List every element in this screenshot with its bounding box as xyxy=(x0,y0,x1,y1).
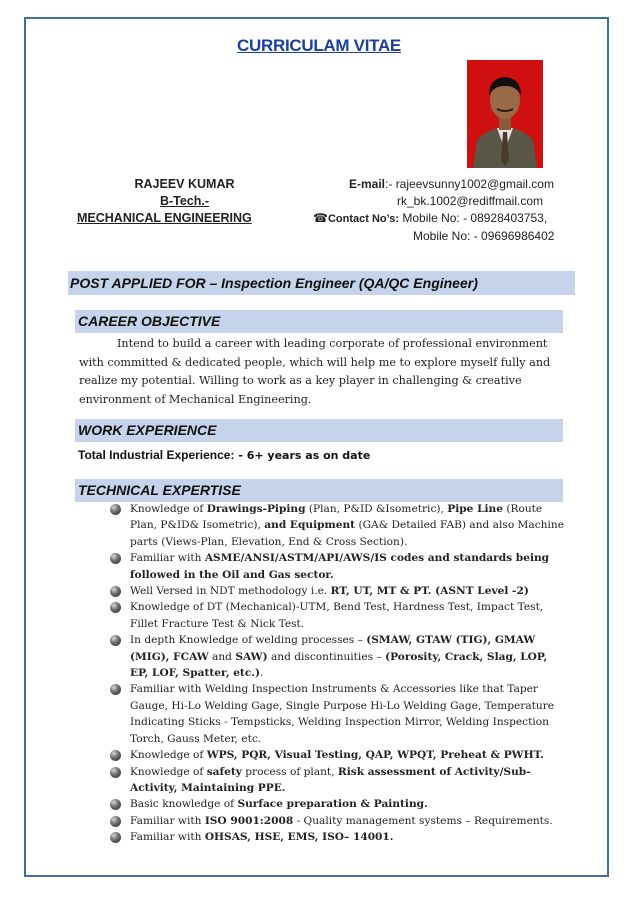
expertise-text: Knowledge of xyxy=(130,749,207,762)
contact-label: Contact No’s: xyxy=(327,213,400,225)
post-applied-heading: POST APPLIED FOR – Inspection Engineer (QA/QC Engineer) xyxy=(68,271,575,295)
expertise-item xyxy=(108,583,568,599)
expertise-text: Well Versed in NDT methodology i.e. xyxy=(130,585,331,598)
name-block xyxy=(77,176,292,227)
expertise-text: ASME/ANSI/ASTM/API/AWS/IS codes and standards being followed in the Oil and Gas sector. xyxy=(130,552,550,581)
expertise-text: OHSAS, HSE, EMS, ISO– 14001. xyxy=(204,831,394,844)
technical-expertise-heading: TECHNICAL EXPERTISE xyxy=(75,479,563,502)
expertise-item xyxy=(108,501,568,550)
expertise-text: Familiar with xyxy=(130,831,205,844)
bullet-icon xyxy=(110,684,121,695)
expertise-text: Familiar with xyxy=(130,552,205,565)
expertise-text: Basic knowledge of xyxy=(130,798,238,811)
expertise-text: process of plant, xyxy=(241,765,338,778)
total-experience-value: - 6+ years as on date xyxy=(234,449,371,462)
expertise-item xyxy=(108,796,568,812)
bullet-icon xyxy=(110,602,121,613)
expertise-text: Knowledge of xyxy=(130,503,207,515)
expertise-text: Risk assessment of Activity/Sub-Activity, Maintaining PPE. xyxy=(130,765,531,794)
expertise-item xyxy=(108,550,568,583)
bullet-icon xyxy=(110,586,121,597)
expertise-text: WPS, PQR, Visual Testing, QAP, WPQT, Preheat & PWHT. xyxy=(206,749,544,762)
bullet-icon xyxy=(110,767,121,778)
phone-icon: ☎ xyxy=(313,211,328,225)
expertise-text: and discontinuities – xyxy=(267,650,386,663)
expertise-text: and Equipment xyxy=(264,519,356,532)
career-objective-body: Intend to build a career with leading corporate of professional environment with committed & dedicated people, which will help me to explore myself fully and realize my potential. Willing to work as a key player in challenging & creative environment of Mechanical Engineering. xyxy=(79,337,551,406)
expertise-text: SAW) xyxy=(235,650,268,663)
career-objective-heading: CAREER OBJECTIVE xyxy=(75,310,563,333)
expertise-text: Knowledge of xyxy=(130,765,207,778)
expertise-item xyxy=(108,764,568,797)
expertise-text: - Quality management systems – Requirements. xyxy=(293,814,553,827)
email-primary[interactable]: rajeevsunny1002@gmail.com xyxy=(395,177,554,191)
bullet-icon xyxy=(110,816,121,827)
expertise-item xyxy=(108,829,568,845)
person-degree: B-Tech.- xyxy=(159,194,210,208)
mobile-secondary: Mobile No: - 09696986402 xyxy=(413,229,555,243)
expertise-item xyxy=(108,747,568,763)
expertise-text: ISO 9001:2008 xyxy=(204,814,294,827)
contact-block xyxy=(313,176,573,245)
expertise-text: (Plan, P&ID &Isometric), xyxy=(305,503,448,515)
bullet-icon xyxy=(110,832,121,843)
bullet-icon xyxy=(110,504,121,515)
expertise-text: and xyxy=(208,650,236,663)
expertise-text: (Route Plan, P&ID& Isometric), xyxy=(130,503,543,532)
expertise-text: Pipe Line xyxy=(447,503,503,515)
person-branch: MECHANICAL ENGINEERING xyxy=(77,211,252,225)
expertise-text: In depth Knowledge of welding processes – xyxy=(130,634,367,647)
expertise-item xyxy=(108,632,568,681)
expertise-item xyxy=(108,599,568,632)
expertise-text: Familiar with xyxy=(130,814,205,827)
expertise-text: Drawings-Piping xyxy=(206,503,306,515)
expertise-text: Surface preparation & Painting. xyxy=(237,798,428,811)
expertise-item xyxy=(108,681,568,747)
expertise-text: (Porosity, Crack, Slag, LOP, EP, LOF, Spatter, etc.) xyxy=(130,650,548,680)
expertise-item xyxy=(108,813,568,829)
profile-photo xyxy=(467,60,543,168)
email-secondary[interactable]: rk_bk.1002@rediffmail.com xyxy=(397,194,544,208)
email-separator: :- xyxy=(385,177,396,191)
total-experience xyxy=(78,448,370,462)
technical-expertise-list xyxy=(108,501,568,846)
expertise-text: (GA& Detailed FAB) and also Machine parts (Views-Plan, Elevation, End & Cross Section). xyxy=(130,519,564,548)
bullet-icon xyxy=(110,553,121,564)
expertise-text: Familiar with Welding Inspection Instruments & Accessories like that Taper Gauge, Hi-Lo Welding Gage, Single Purpose Hi-Lo Welding Gage, Temperature Indicating Sticks - Tempsticks, Welding Inspection Mirror, Welding Inspection Torch, Gauss Meter, etc. xyxy=(130,683,555,745)
bullet-icon xyxy=(110,799,121,810)
document-title: CURRICULAM VITAE xyxy=(237,36,401,55)
email-label: E-mail xyxy=(349,177,386,191)
bullet-icon xyxy=(110,750,121,761)
work-experience-heading: WORK EXPERIENCE xyxy=(75,419,563,442)
expertise-text: (SMAW, GTAW (TIG), GMAW (MIG), FCAW xyxy=(130,634,536,663)
bullet-icon xyxy=(110,635,121,646)
career-objective-text xyxy=(79,335,567,409)
expertise-text: . xyxy=(259,667,264,680)
expertise-text: Knowledge of DT (Mechanical)-UTM, Bend Test, Hardness Test, Impact Test, Fillet Fracture Test & Nick Test. xyxy=(130,601,544,630)
expertise-text: safety xyxy=(206,765,242,778)
person-name: RAJEEV KUMAR xyxy=(134,177,235,191)
total-experience-label: Total Industrial Experience: xyxy=(78,448,235,462)
mobile-primary: Mobile No: - 08928403753, xyxy=(402,211,548,225)
expertise-text: RT, UT, MT & PT. (ASNT Level -2) xyxy=(330,585,529,598)
